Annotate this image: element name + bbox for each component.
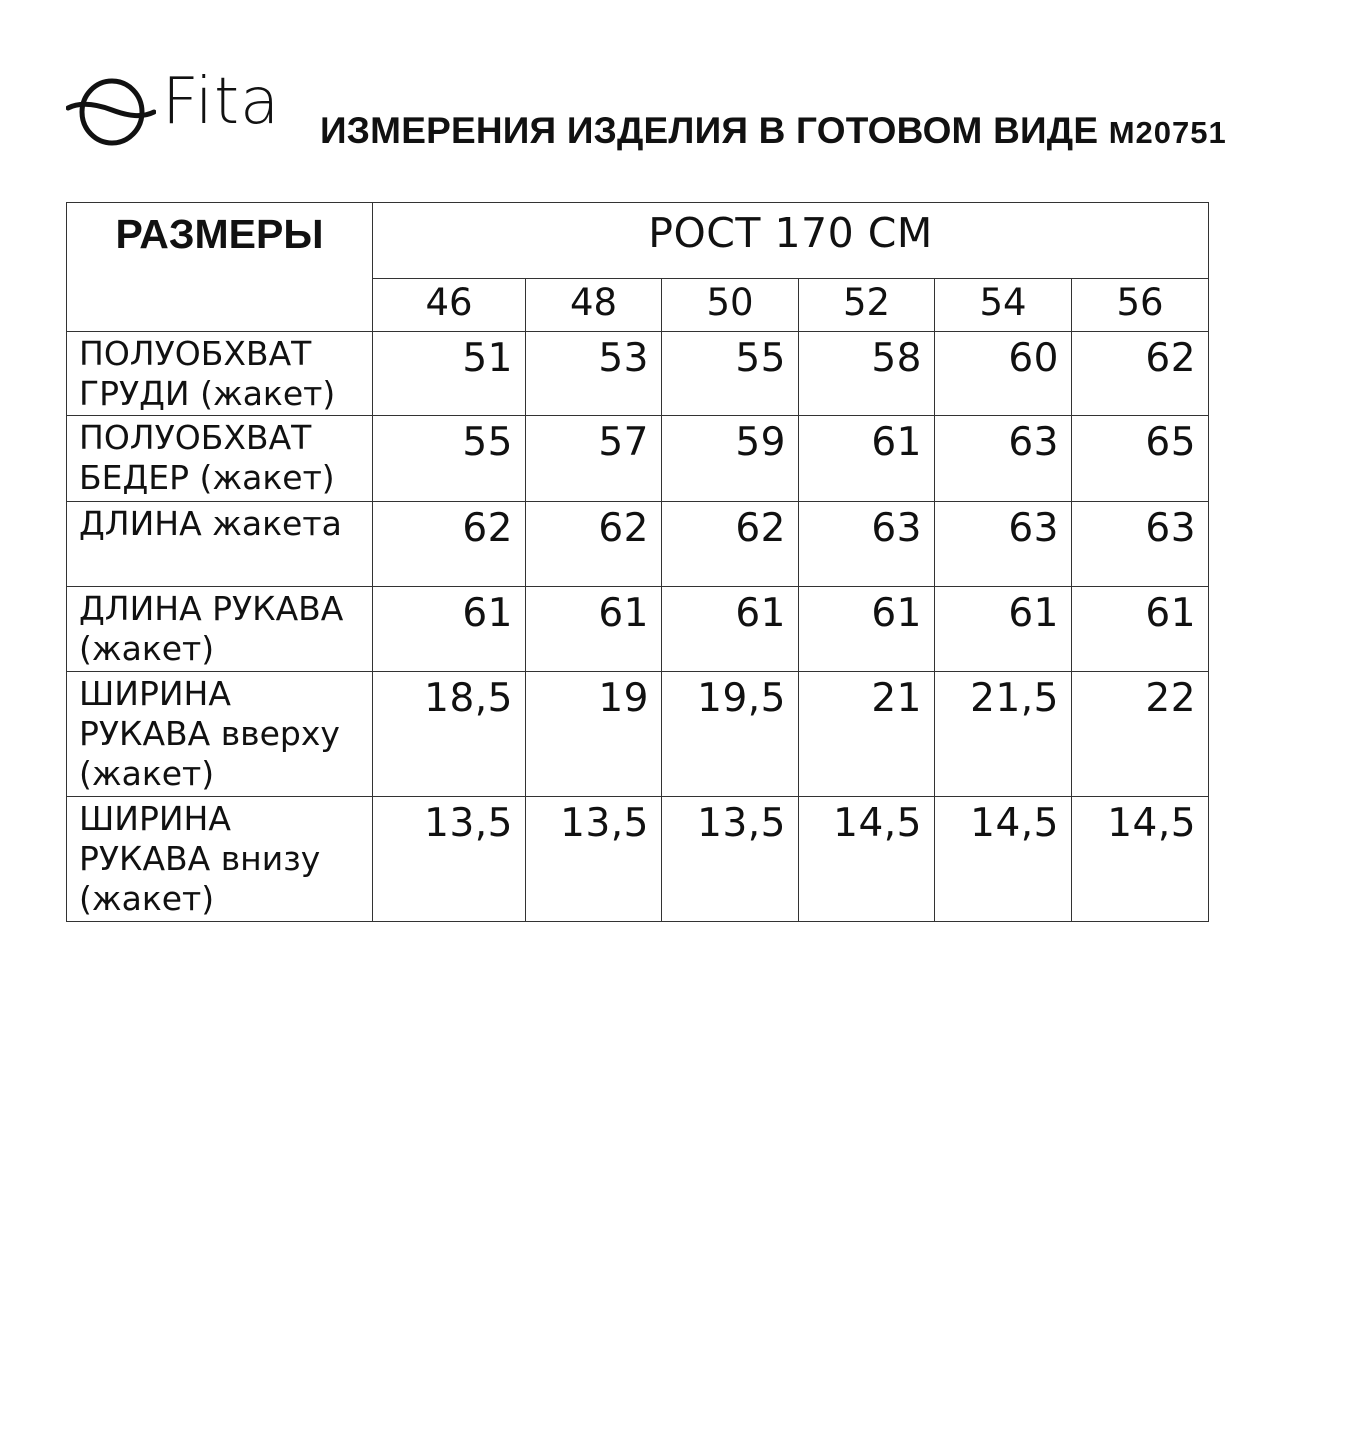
measurement-cell: 14,5 [799, 797, 935, 922]
measurement-cell: 62 [1072, 332, 1209, 416]
article-code: M20751 [1108, 115, 1227, 150]
size-table [66, 202, 1209, 922]
size-header-cell: 46 [373, 279, 526, 332]
measurement-cell: 63 [799, 502, 935, 587]
measurement-cell: 61 [373, 587, 526, 672]
size-header-cell: 48 [526, 279, 662, 332]
measurement-cell: 57 [526, 416, 662, 502]
measurement-cell: 61 [935, 587, 1072, 672]
measurement-cell: 55 [373, 416, 526, 502]
measurement-cell: 13,5 [373, 797, 526, 922]
size-header-cell: 50 [662, 279, 799, 332]
table-row [67, 587, 1209, 672]
measurement-cell: 62 [662, 502, 799, 587]
size-header-cell: 52 [799, 279, 935, 332]
measurement-cell: 51 [373, 332, 526, 416]
measurement-cell: 22 [1072, 672, 1209, 797]
height-header-row [67, 203, 1209, 279]
brand-logo [66, 65, 296, 152]
measurement-cell: 19,5 [662, 672, 799, 797]
row-label: ПОЛУОБХВАТ БЕДЕР (жакет) [67, 416, 373, 502]
brand-wordmark: Fita [162, 65, 281, 139]
page-header [66, 65, 1296, 162]
row-label: ПОЛУОБХВАТ ГРУДИ (жакет) [67, 332, 373, 416]
table-row [67, 416, 1209, 502]
measurement-cell: 61 [799, 416, 935, 502]
measurement-cell: 58 [799, 332, 935, 416]
row-label: ДЛИНА жакета [67, 502, 373, 587]
measurement-cell: 63 [935, 502, 1072, 587]
measurement-cell: 63 [935, 416, 1072, 502]
row-label: ШИРИНА РУКАВА внизу (жакет) [67, 797, 373, 922]
measurement-cell: 63 [1072, 502, 1209, 587]
table-row [67, 797, 1209, 922]
sizes-corner-label: РАЗМЕРЫ [67, 203, 373, 332]
measurement-cell: 55 [662, 332, 799, 416]
measurement-cell: 14,5 [935, 797, 1072, 922]
table-row [67, 672, 1209, 797]
measurement-cell: 13,5 [662, 797, 799, 922]
size-table-body [67, 203, 1209, 922]
measurement-cell: 18,5 [373, 672, 526, 797]
theta-logo-icon [66, 72, 156, 148]
size-header-cell: 54 [935, 279, 1072, 332]
size-header-cell: 56 [1072, 279, 1209, 332]
measurement-cell: 53 [526, 332, 662, 416]
measurement-cell: 62 [526, 502, 662, 587]
title-text: ИЗМЕРЕНИЯ ИЗДЕЛИЯ В ГОТОВОМ ВИДЕ [320, 110, 1099, 151]
table-row [67, 502, 1209, 587]
measurement-cell: 21 [799, 672, 935, 797]
measurement-cell: 65 [1072, 416, 1209, 502]
measurement-cell: 14,5 [1072, 797, 1209, 922]
measurement-cell: 60 [935, 332, 1072, 416]
row-label: ШИРИНА РУКАВА вверху (жакет) [67, 672, 373, 797]
measurement-cell: 62 [373, 502, 526, 587]
table-row [67, 332, 1209, 416]
measurement-cell: 61 [799, 587, 935, 672]
document-title [320, 112, 1227, 149]
row-label: ДЛИНА РУКАВА (жакет) [67, 587, 373, 672]
measurement-cell: 61 [1072, 587, 1209, 672]
measurement-cell: 13,5 [526, 797, 662, 922]
measurement-cell: 61 [662, 587, 799, 672]
measurement-cell: 59 [662, 416, 799, 502]
measurement-cell: 61 [526, 587, 662, 672]
height-label: РОСТ 170 СМ [373, 203, 1209, 279]
measurement-cell: 19 [526, 672, 662, 797]
measurement-cell: 21,5 [935, 672, 1072, 797]
